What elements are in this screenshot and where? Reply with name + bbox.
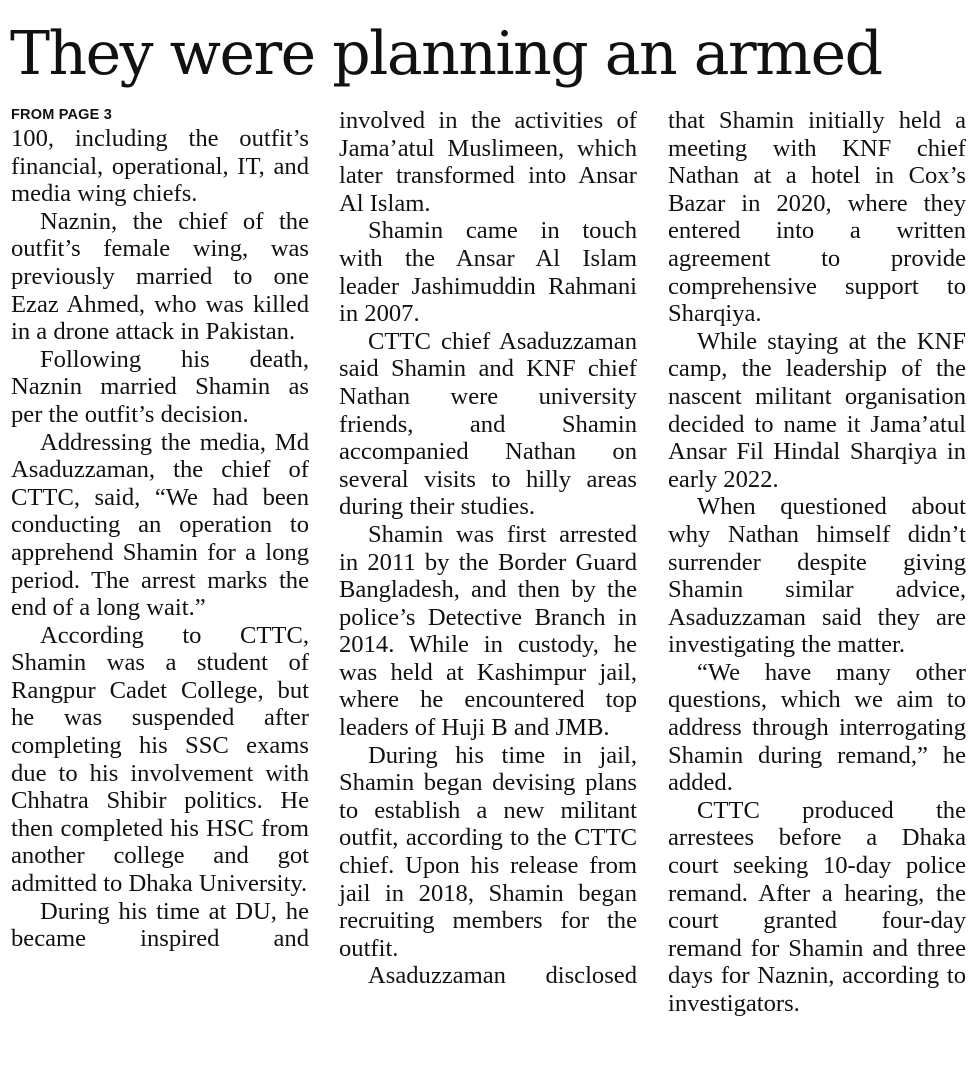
paragraph: When questioned about why Nathan himself didn’t surrender despite giving Shamin similar advice, Asaduzzaman said they are investigating the matter.: [668, 493, 966, 659]
article-column-2: [339, 107, 637, 990]
paragraph: CTTC produced the arrestees before a Dhaka court seeking 10-day police remand. After a hearing, the court granted four-day remand for Shamin and three days for Naznin, according to investigators.: [668, 796, 966, 1017]
paragraph: While staying at the KNF camp, the leadership of the nascent militant organisation decided to name it Jama’atul Ansar Fil Hindal Sharqiya in early 2022.: [668, 327, 966, 493]
paragraph: involved in the activities of Jama’atul Muslimeen, which later transformed into Ansar Al Islam.: [339, 107, 637, 217]
paragraph: CTTC chief Asaduzzaman said Shamin and KNF chief Nathan were university friends, and Shamin accompanied Nathan on several visits to hilly areas during their studies.: [339, 327, 637, 521]
paragraph: Naznin, the chief of the outfit’s female wing, was previously married to one Ezaz Ahmed, who was killed in a drone attack in Pakistan.: [11, 207, 309, 346]
continued-from-kicker: FROM PAGE 3: [11, 107, 113, 123]
paragraph: Asaduzzaman disclosed: [368, 962, 637, 990]
paragraph: Addressing the media, Md Asaduzzaman, the chief of CTTC, said, “We had been conducting an operation to apprehend Shamin for a long period. The arrest marks the end of a long wait.”: [11, 428, 309, 622]
article-column-1: [11, 107, 309, 953]
paragraph: 100, including the outfit’s financial, operational, IT, and media wing chiefs.: [11, 125, 309, 208]
paragraph: “We have many other questions, which we aim to address through interrogating Shamin during remand,” he added.: [668, 658, 966, 797]
headline: They were planning an armed: [10, 19, 882, 89]
paragraph: Shamin came in touch with the Ansar Al Islam leader Jashimuddin Rahmani in 2007.: [339, 217, 637, 328]
paragraph: During his time in jail, Shamin began devising plans to establish a new militant outfit, according to the CTTC chief. Upon his release from jail in 2018, Shamin began recruiting members for the outfit.: [339, 741, 637, 962]
paragraph: During his time at DU, he became inspired and: [11, 897, 309, 953]
paragraph: that Shamin initially held a meeting with KNF chief Nathan at a hotel in Cox’s Bazar in 2020, where they entered into a written agreement to provide comprehensive support to Sharqiya.: [668, 107, 966, 328]
article-column-3: [668, 107, 966, 1018]
paragraph: Following his death, Naznin married Shamin as per the outfit’s decision.: [11, 345, 309, 428]
paragraph: Shamin was first arrested in 2011 by the Border Guard Bangladesh, and then by the police’s Detective Branch in 2014. While in custody, he was held at Kashimpur jail, where he encountered top leaders of Huji B and JMB.: [339, 520, 637, 742]
paragraph: According to CTTC, Shamin was a student of Rangpur Cadet College, but he was suspended after completing his SSC exams due to his involvement with Chhatra Shibir politics. He then completed his HSC from another college and got admitted to Dhaka University.: [11, 621, 309, 898]
